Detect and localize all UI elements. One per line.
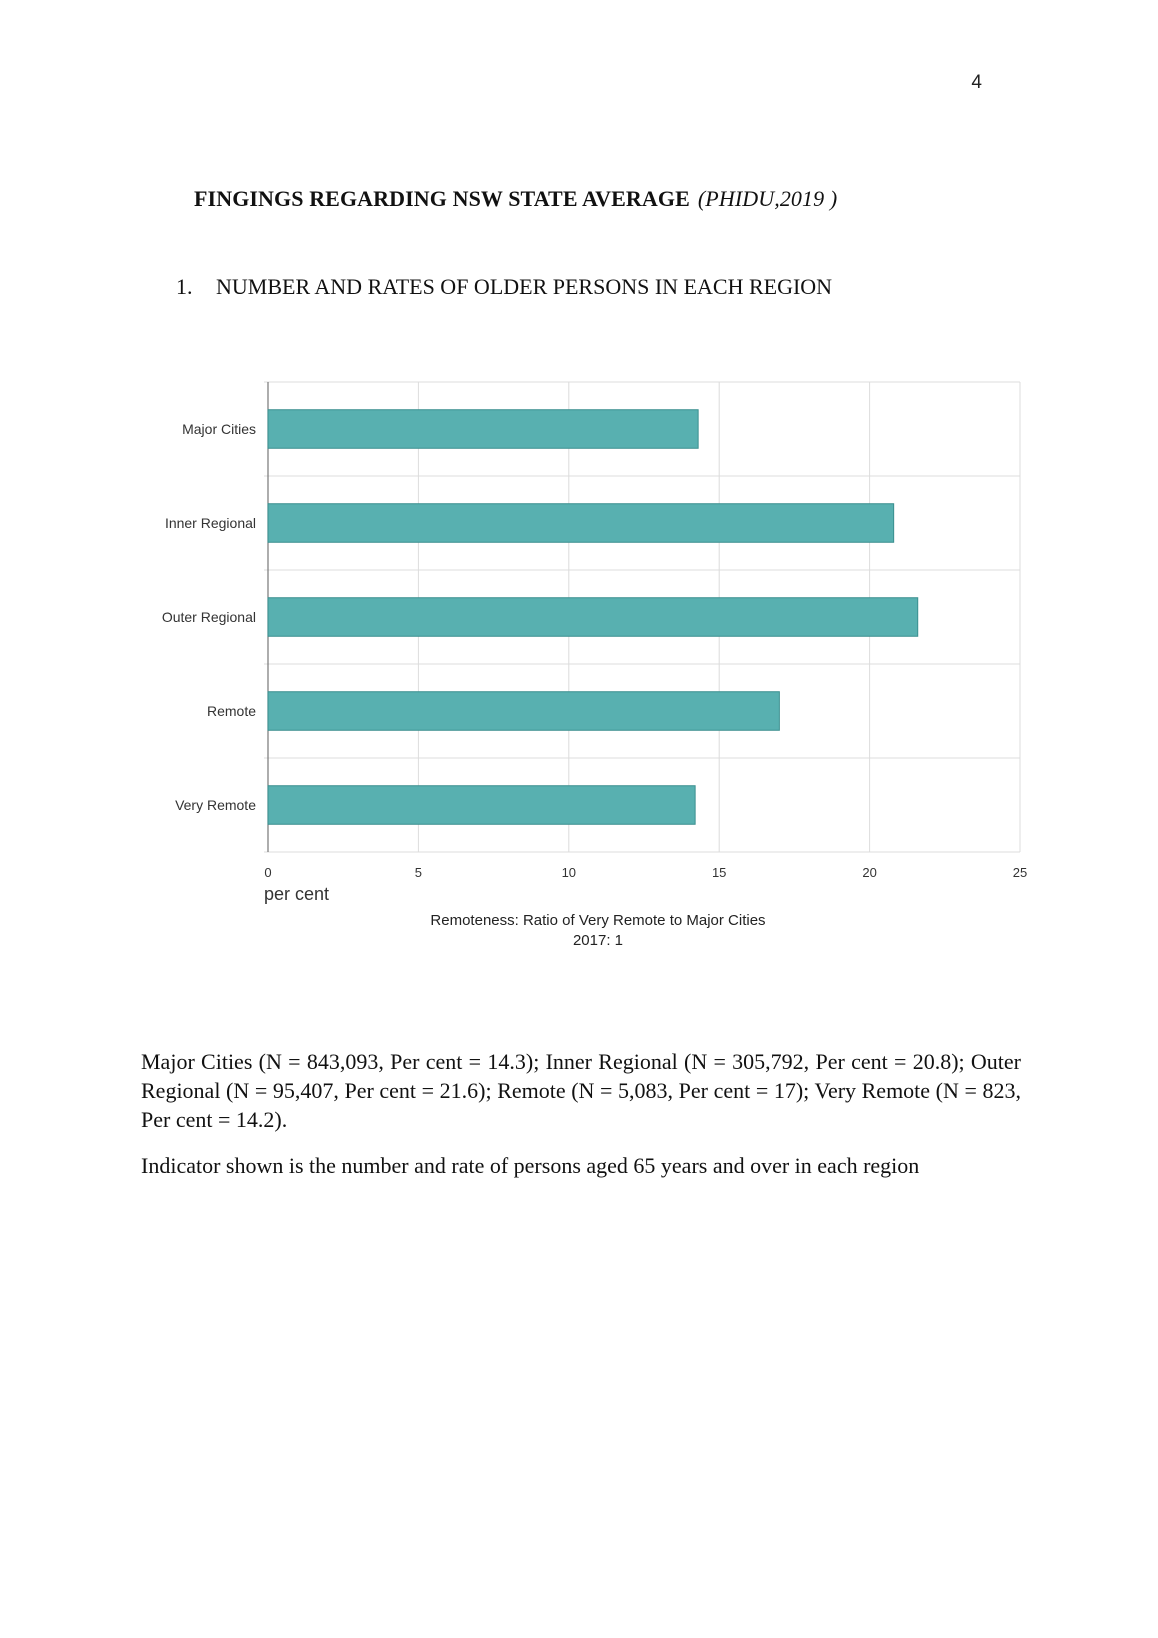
- section-title: NUMBER AND RATES OF OLDER PERSONS IN EACH REGION: [216, 274, 833, 299]
- bar: [268, 786, 695, 825]
- chart-svg: [150, 370, 1030, 950]
- chart-caption-line1: Remoteness: Ratio of Very Remote to Major Cities: [430, 912, 766, 929]
- heading-title: FINGINGS REGARDING NSW STATE AVERAGE: [194, 186, 690, 211]
- indicator-paragraph: Indicator shown is the number and rate of persons aged 65 years and over in each region: [141, 1153, 920, 1178]
- category-label: Inner Regional: [164, 515, 256, 531]
- page-number: 4: [971, 72, 982, 93]
- category-label: Very Remote: [175, 797, 256, 813]
- x-tick-label: 0: [264, 865, 272, 880]
- category-label: Major Cities: [182, 421, 256, 437]
- category-label: Outer Regional: [161, 609, 256, 625]
- x-tick-label: 25: [1012, 865, 1028, 880]
- x-tick-label: 15: [711, 865, 727, 880]
- section-heading: [176, 274, 832, 300]
- x-tick-label: 10: [561, 865, 577, 880]
- bar: [268, 410, 698, 449]
- bar-chart: [150, 370, 1030, 955]
- bar: [268, 692, 779, 731]
- bar: [268, 504, 894, 543]
- chart-caption-line2: 2017: 1: [572, 932, 624, 949]
- x-tick-label: 20: [862, 865, 877, 880]
- category-label: Remote: [206, 703, 256, 719]
- page-heading: [194, 186, 837, 212]
- summary-paragraph: Major Cities (N = 843,093, Per cent = 14.3); Inner Regional (N = 305,792, Per cent = 20.8); Outer Regional (N = 95,407, Per cent = 21.6); Remote (N = 5,083, Per cent = 17); Very Remote (N = 823, Per cent = 14.2).: [141, 1049, 1021, 1132]
- section-number: 1.: [176, 274, 193, 299]
- x-tick-label: 5: [414, 865, 423, 880]
- heading-citation: (PHIDU,2019 ): [697, 186, 838, 211]
- x-axis-label: per cent: [264, 884, 330, 904]
- bar: [268, 598, 918, 637]
